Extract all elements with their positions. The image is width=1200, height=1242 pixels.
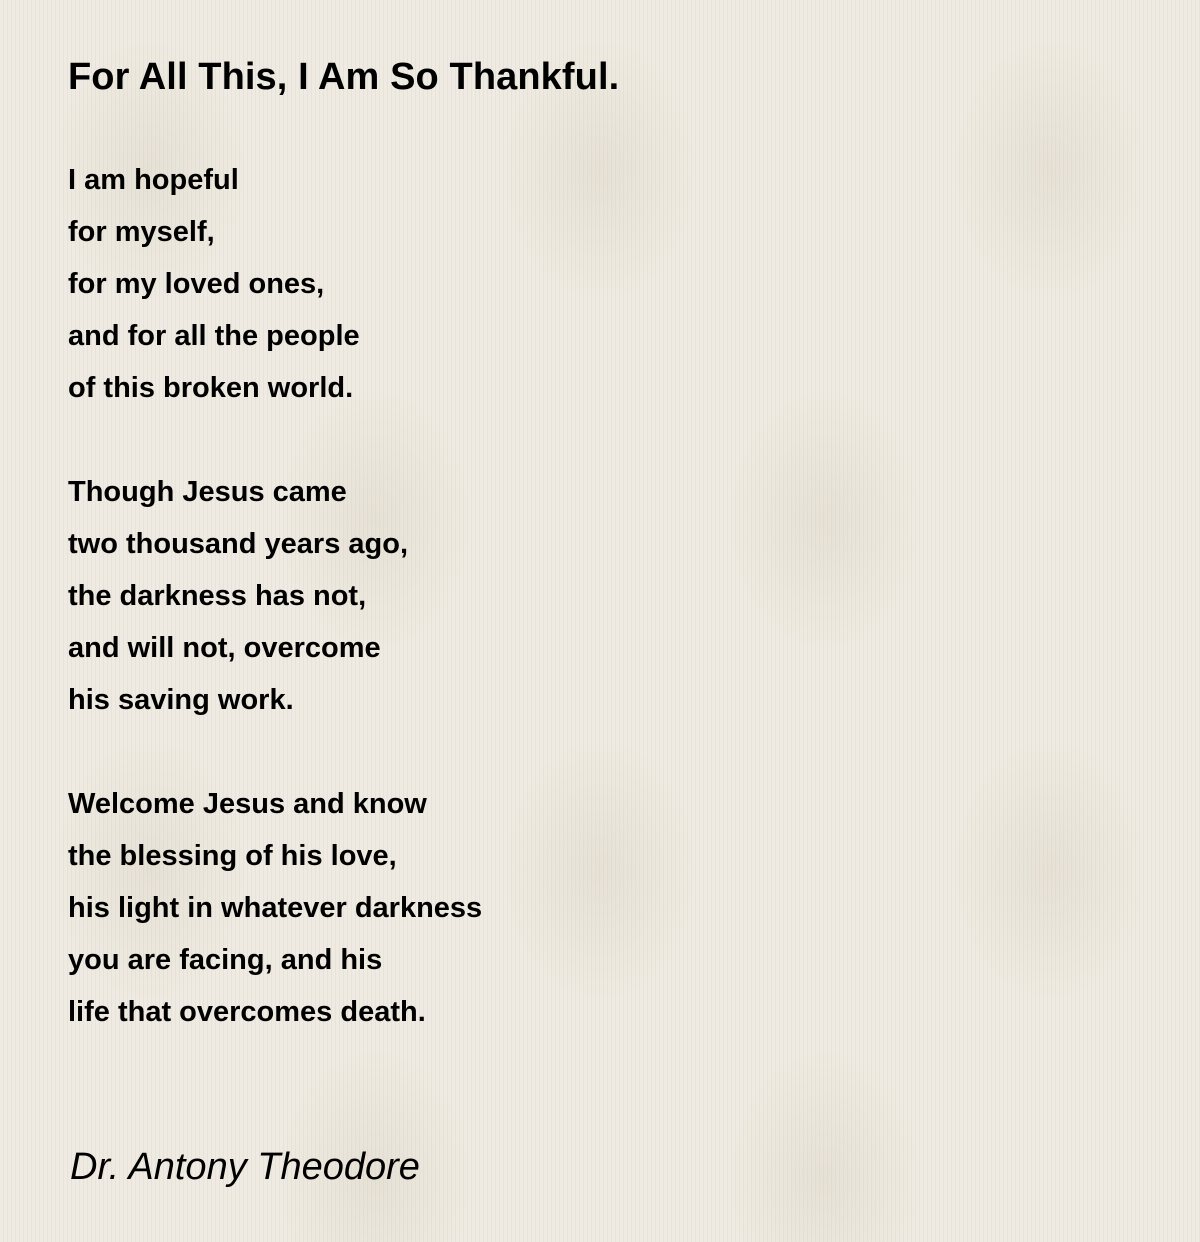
poem-line: I am hopeful [68, 164, 239, 196]
poem-line: life that overcomes death. [68, 996, 426, 1028]
poem-line: you are facing, and his [68, 944, 383, 976]
poem-line: his light in whatever darkness [68, 892, 483, 924]
poem-line: Though Jesus came [68, 476, 347, 508]
poem-line: Welcome Jesus and know [68, 788, 427, 820]
poem-author: Dr. Antony Theodore [70, 1146, 420, 1188]
poem-line: the darkness has not, [68, 580, 367, 612]
poem-container [68, 52, 1128, 1090]
stanza-1 [68, 154, 1128, 414]
poem-title: For All This, I Am So Thankful. [68, 56, 620, 98]
poem-body [68, 154, 1128, 1038]
stanza-3 [68, 778, 1128, 1038]
poem-line: and for all the people [68, 320, 360, 352]
poem-line: his saving work. [68, 684, 294, 716]
poem-line: the blessing of his love, [68, 840, 397, 872]
stanza-2 [68, 466, 1128, 726]
poem-line: two thousand years ago, [68, 528, 408, 560]
poem-line: of this broken world. [68, 372, 354, 404]
poem-line: and will not, overcome [68, 632, 381, 664]
poem-line: for myself, [68, 216, 215, 248]
poem-line: for my loved ones, [68, 268, 325, 300]
